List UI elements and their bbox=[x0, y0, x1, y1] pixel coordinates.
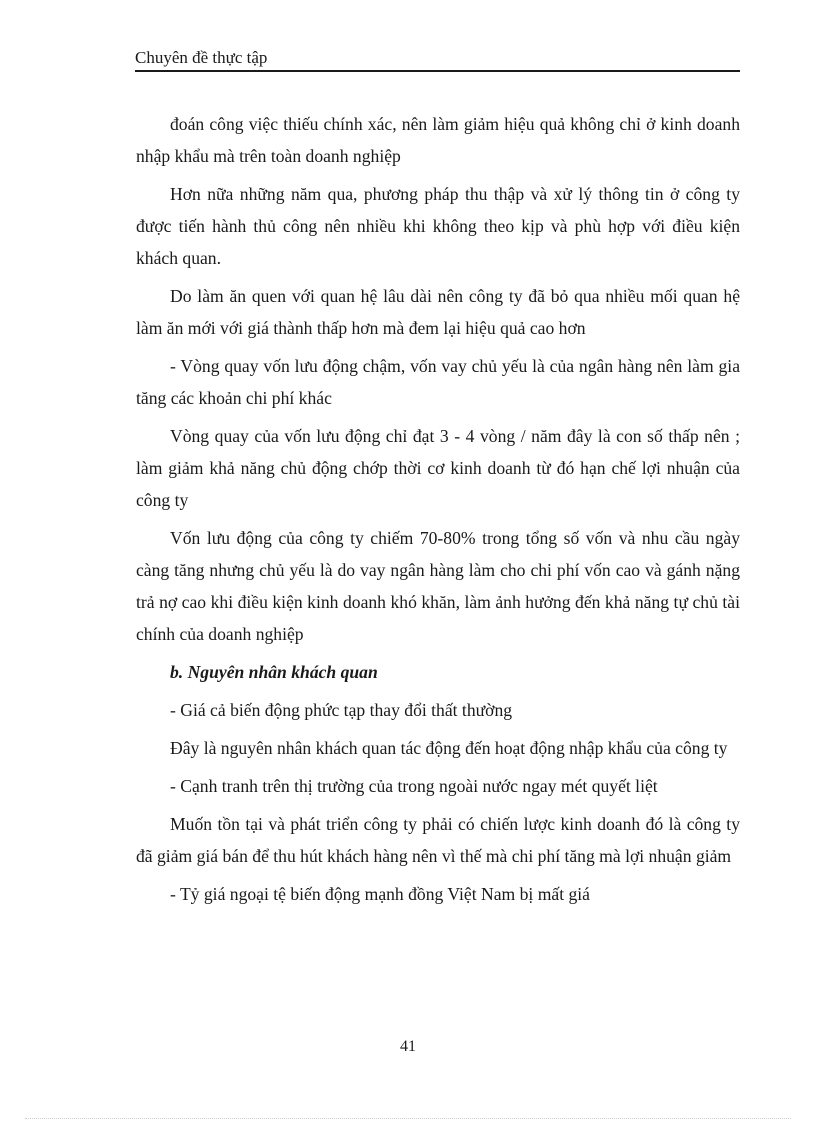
paragraph: Do làm ăn quen với quan hệ lâu dài nên công ty đã bỏ qua nhiều mối quan hệ làm ăn mới với giá thành thấp hơn mà đem lại hiệu quả cao hơn bbox=[136, 286, 740, 338]
paragraph: - Tỷ giá ngoại tệ biến động mạnh đồng Việt Nam bị mất giá bbox=[170, 884, 590, 904]
bottom-divider bbox=[25, 1118, 791, 1119]
paragraph: - Giá cả biến động phức tạp thay đổi thất thường bbox=[170, 700, 513, 720]
section-heading: b. Nguyên nhân khách quan bbox=[170, 662, 378, 682]
paragraph: Vòng quay của vốn lưu động chỉ đạt 3 - 4 vòng / năm đây là con số thấp nên ; làm giảm khả năng chủ động chớp thời cơ kinh doanh từ đó hạn chế lợi nhuận của công ty bbox=[136, 426, 740, 510]
page-header bbox=[135, 48, 740, 72]
paragraph: đoán công việc thiếu chính xác, nên làm giảm hiệu quả không chỉ ở kinh doanh nhập khẩu mà trên toàn doanh nghiệp bbox=[136, 114, 740, 166]
header-title: Chuyên đề thực tập bbox=[135, 48, 268, 67]
paragraph: Vốn lưu động của công ty chiếm 70-80% trong tổng số vốn và nhu cầu ngày càng tăng nhưng chủ yếu là do vay ngân hàng làm cho chi phí vốn cao và gánh nặng trả nợ cao khi điều kiện kinh doanh khó khăn, làm ảnh hưởng đến khả năng tự chủ tài chính của doanh nghiệp bbox=[136, 528, 740, 644]
paragraph: Hơn nữa những năm qua, phương pháp thu thập và xử lý thông tin ở công ty được tiến hành thủ công nên nhiều khi không theo kịp và phù hợp với điều kiện khách quan. bbox=[136, 184, 740, 268]
document-body bbox=[136, 108, 740, 916]
page-number: 41 bbox=[400, 1038, 416, 1055]
paragraph: - Vòng quay vốn lưu động chậm, vốn vay chủ yếu là của ngân hàng nên làm gia tăng các khoản chi phí khác bbox=[136, 356, 740, 408]
paragraph: Muốn tồn tại và phát triển công ty phải có chiến lược kinh doanh đó là công ty đã giảm giá bán để thu hút khách hàng nên vì thế mà chi phí tăng mà lợi nhuận giảm bbox=[136, 814, 740, 866]
paragraph: - Cạnh tranh trên thị trường của trong ngoài nước ngay mét quyết liệt bbox=[170, 776, 658, 796]
paragraph: Đây là nguyên nhân khách quan tác động đến hoạt động nhập khẩu của công ty bbox=[170, 738, 728, 758]
